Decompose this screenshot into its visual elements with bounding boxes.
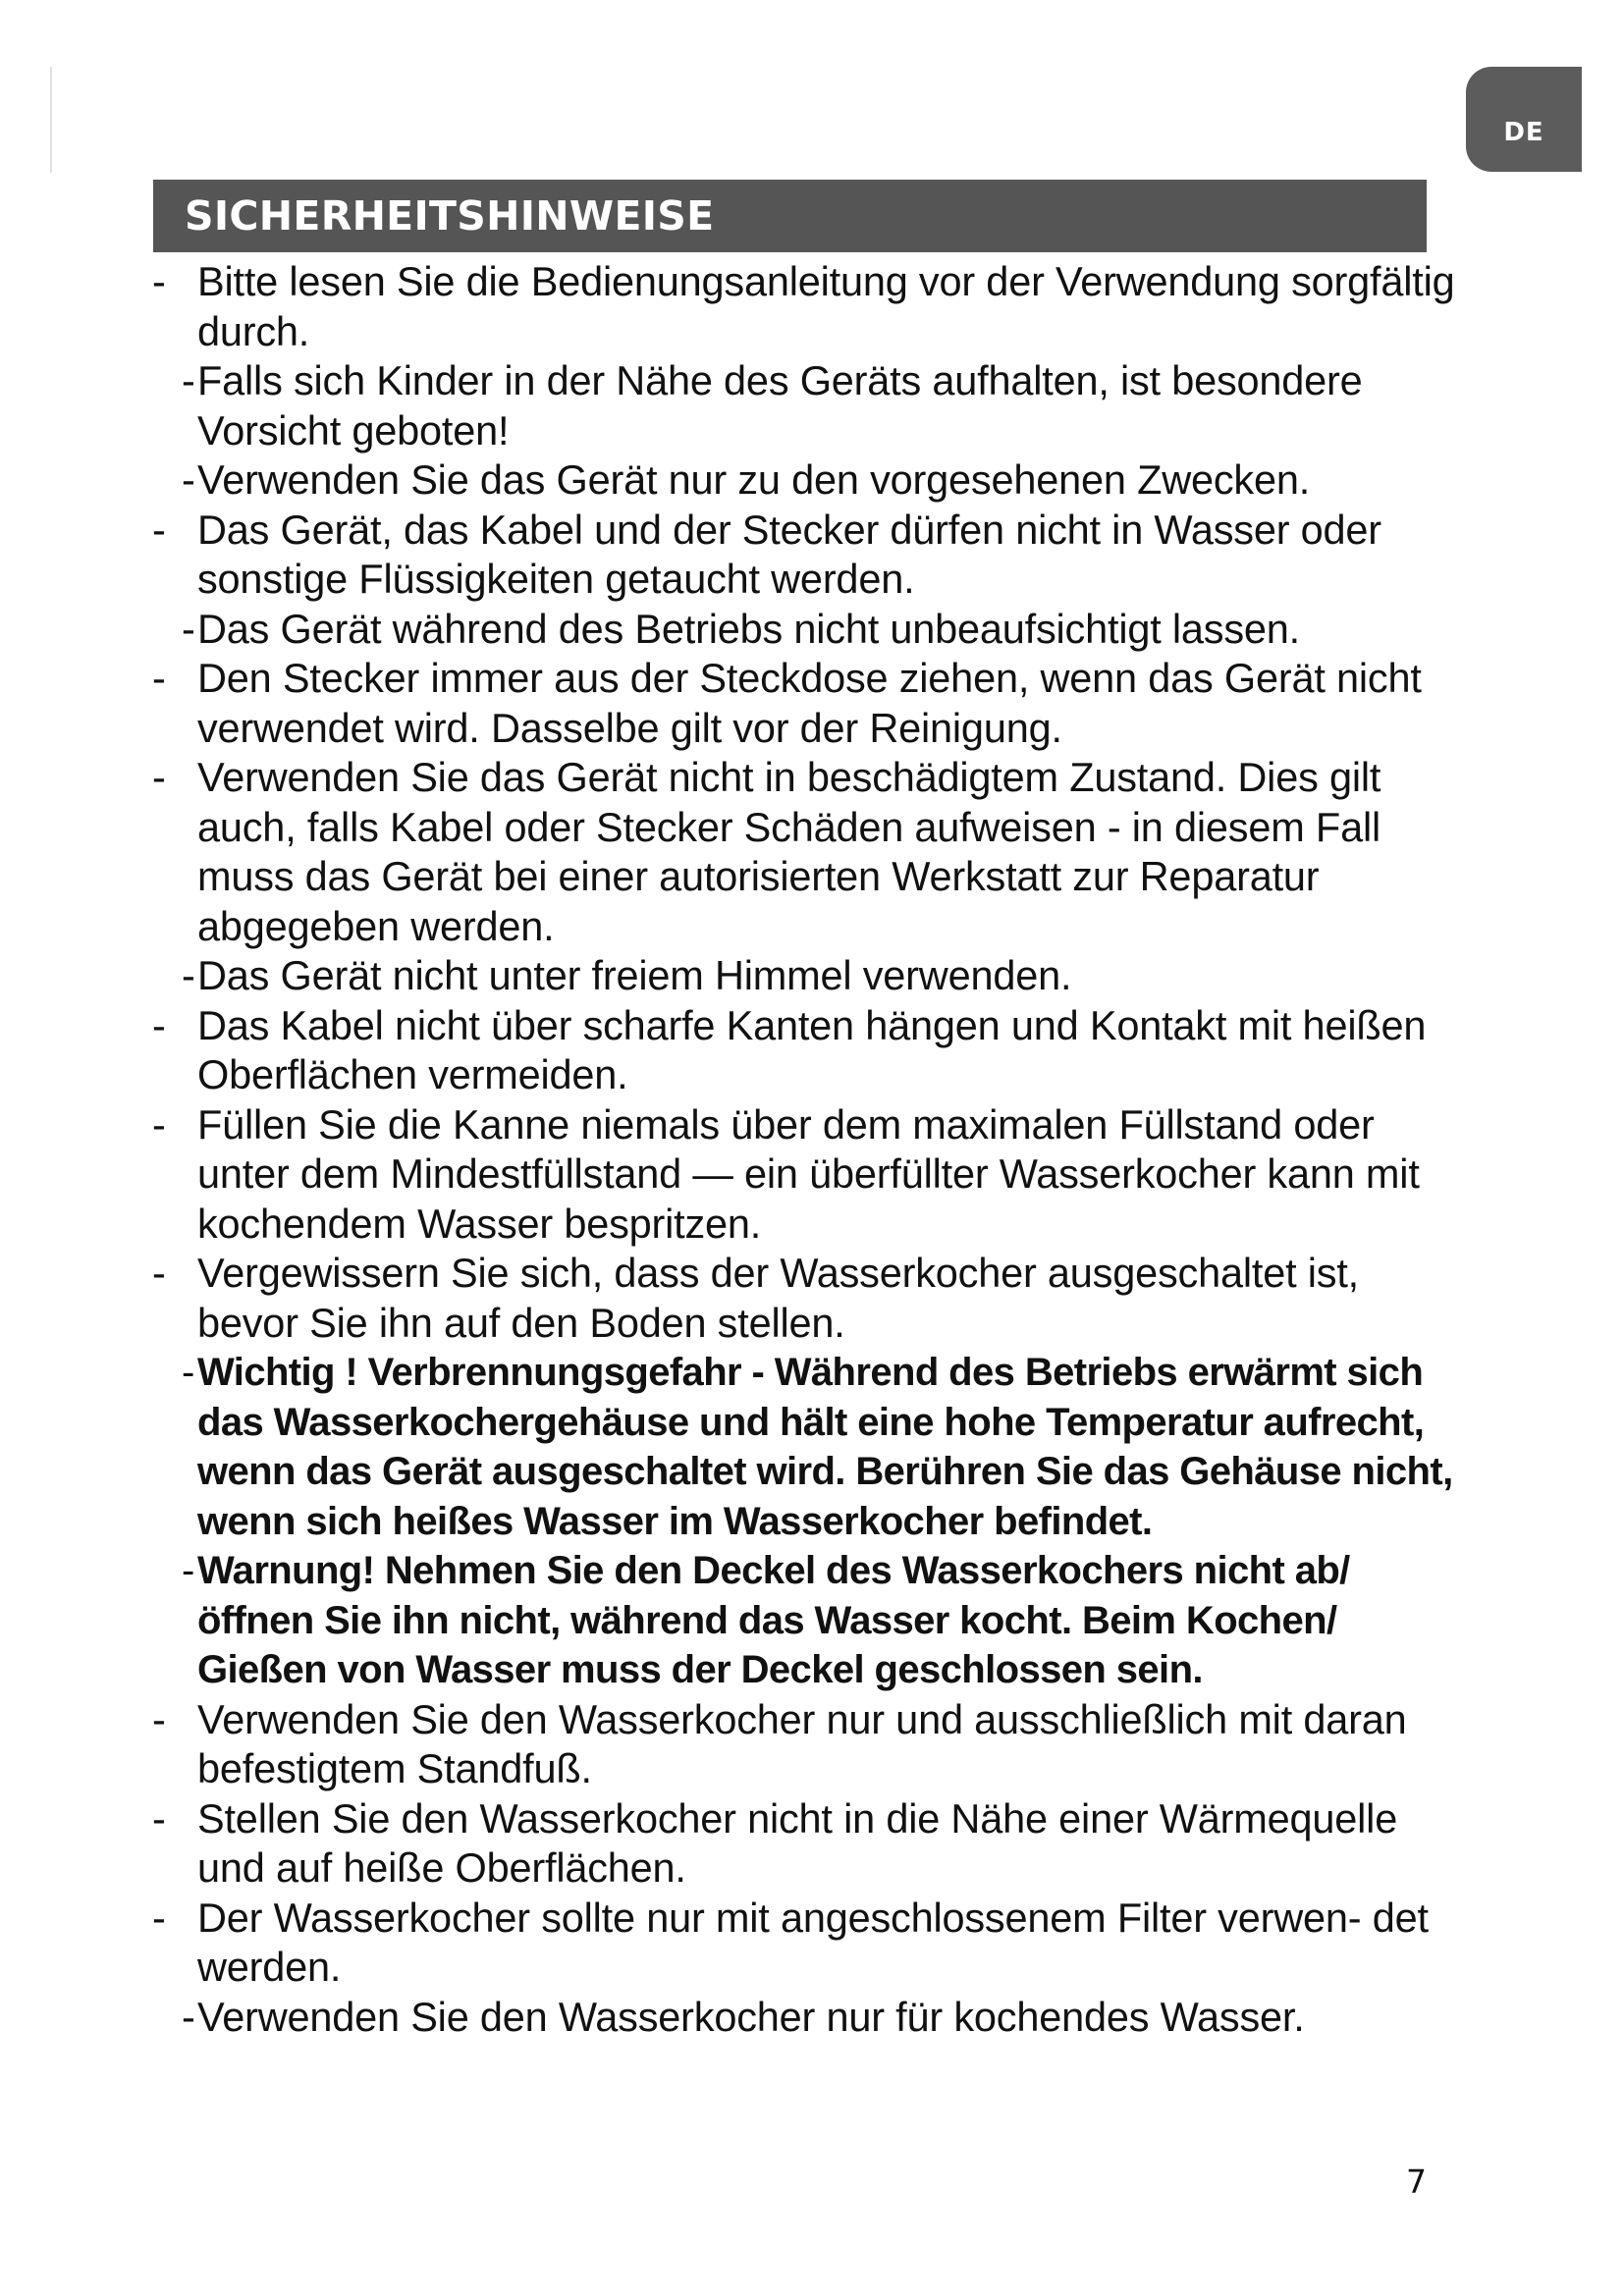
list-item-text: Der Wasserkocher sollte nur mit angeschlossenem Filter verwen- det werden. <box>197 1894 1429 1990</box>
list-item <box>149 1894 1460 1993</box>
list-dash: - <box>182 357 195 403</box>
page-number: 7 <box>1406 2163 1427 2201</box>
list-item-text: Verwenden Sie das Gerät nur zu den vorgesehenen Zwecken. <box>197 456 1311 503</box>
list-item-text: Verwenden Sie den Wasserkocher nur für kochendes Wasser. <box>197 1993 1305 2040</box>
list-dash: - <box>182 456 195 503</box>
page-margin-line <box>50 67 52 173</box>
list-item <box>149 1695 1460 1794</box>
list-item-text: Vergewissern Sie sich, dass der Wasserkocher ausgeschaltet ist, bevor Sie ihn auf den Boden stellen. <box>197 1250 1359 1346</box>
list-item-text: Das Kabel nicht über scharfe Kanten hängen und Kontakt mit heißen Oberflächen vermeiden. <box>197 1001 1427 1097</box>
list-item-text: Das Gerät, das Kabel und der Stecker dürfen nicht in Wasser oder sonstige Flüssigkeiten getaucht werden. <box>197 506 1381 602</box>
section-title: SICHERHEITSHINWEISE <box>153 180 1427 252</box>
list-item-text: Falls sich Kinder in der Nähe des Geräts aufhalten, ist besondere Vorsicht geboten! <box>197 357 1363 454</box>
list-item <box>149 506 1460 605</box>
list-item-text: Das Gerät während des Betriebs nicht unbeaufsichtigt lassen. <box>197 605 1300 652</box>
list-item-text: Bitte lesen Sie die Bedienungsanleitung vor der Verwendung sorgfältig durch. <box>197 258 1455 354</box>
list-item-text: Den Stecker immer aus der Steckdose ziehen, wenn das Gerät nicht verwendet wird. Dasselbe gilt vor der Reinigung. <box>197 655 1422 751</box>
list-dash: - <box>182 952 195 998</box>
list-dash: - <box>152 1695 166 1742</box>
list-dash: - <box>182 1549 194 1592</box>
list-item-text: Warnung! Nehmen Sie den Deckel des Wasserkochers nicht ab/ öffnen Sie ihn nicht, während das Wasser kocht. Beim Kochen/ Gießen von Wasser muss der Deckel geschlossen sein. <box>197 1549 1350 1691</box>
list-item-warning <box>149 1546 1460 1695</box>
safety-instructions-list <box>149 257 1460 2042</box>
language-tab: DE <box>1466 67 1582 172</box>
list-dash: - <box>152 1100 166 1148</box>
list-dash: - <box>152 655 166 701</box>
list-item-text: Wichtig ! Verbrennungsgefahr - Während des Betriebs erwärmt sich das Wasserkochergehäuse und hält eine hohe Temperatur aufrecht, wenn das Gerät ausgeschaltet wird. Berühren Sie das Gehäuse nicht, wenn sich heißes Wasser im Wasserkocher befindet. <box>197 1351 1453 1543</box>
list-item <box>149 1100 1460 1250</box>
list-dash: - <box>152 754 166 800</box>
list-item <box>149 753 1460 951</box>
list-item <box>149 257 1460 356</box>
list-item <box>149 654 1460 753</box>
list-dash: - <box>182 1993 195 2040</box>
list-item-text: Verwenden Sie das Gerät nicht in beschädigtem Zustand. Dies gilt auch, falls Kabel oder Stecker Schäden aufweisen - in diesem Fall muss das Gerät bei einer autorisierten Werkstatt zur Reparatur abgegeben werden. <box>197 754 1381 949</box>
list-dash: - <box>152 1001 166 1048</box>
list-item-warning <box>149 1348 1460 1546</box>
list-item <box>149 1993 1460 2043</box>
list-dash: - <box>152 258 166 304</box>
list-item-text: Füllen Sie die Kanne niemals über dem maximalen Füllstand oder unter dem Mindestfüllstand — ein überfüllter Wasserkocher kann mit kochendem Wasser bespritzen. <box>197 1100 1420 1247</box>
list-item-text: Stellen Sie den Wasserkocher nicht in die Nähe einer Wärmequelle und auf heiße Oberflächen. <box>197 1794 1398 1891</box>
list-dash: - <box>152 1250 166 1296</box>
list-dash: - <box>152 1894 166 1941</box>
list-item <box>149 455 1460 506</box>
list-item <box>149 1001 1460 1100</box>
list-item <box>149 1794 1460 1894</box>
list-item <box>149 1249 1460 1348</box>
list-dash: - <box>182 1351 194 1394</box>
list-item <box>149 951 1460 1001</box>
list-item <box>149 605 1460 655</box>
list-dash: - <box>152 506 166 553</box>
list-dash: - <box>182 605 195 652</box>
list-item-text: Das Gerät nicht unter freiem Himmel verwenden. <box>197 952 1072 998</box>
list-dash: - <box>152 1794 166 1842</box>
list-item-text: Verwenden Sie den Wasserkocher nur und ausschließlich mit daran befestigtem Standfuß. <box>197 1695 1407 1791</box>
list-item <box>149 356 1460 455</box>
